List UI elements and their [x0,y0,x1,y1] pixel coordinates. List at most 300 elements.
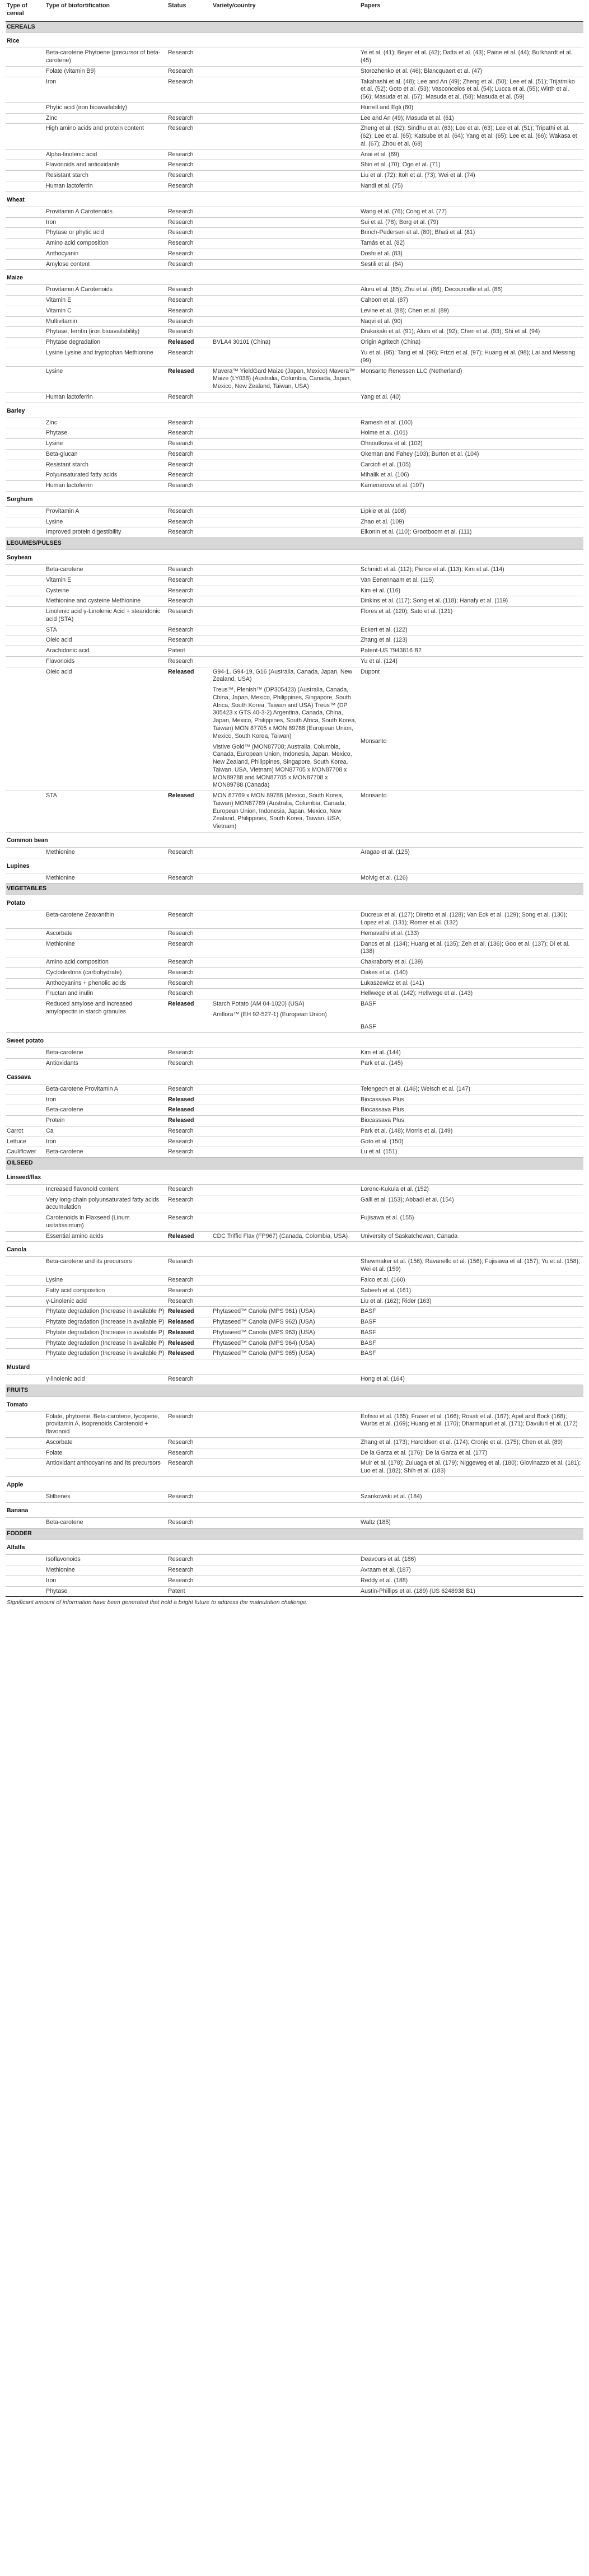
variety-cell [212,939,359,957]
header-status: Status [167,0,212,21]
biofortification-cell: Beta-carotene and its precursors [45,1257,167,1275]
crop-cell [6,249,45,259]
table-row [6,102,583,113]
papers-cell: Yu et al. (124) [359,656,583,667]
status-cell: Patent [167,646,212,657]
papers-cell: Kim et al. (144) [359,1048,583,1059]
status-cell: Research [167,285,212,296]
status-cell: Research [167,1555,212,1565]
crop-label: Canola [6,1242,583,1257]
variety-cell [212,1231,359,1242]
papers-cell: BASF [359,1307,583,1317]
status-cell: Research [167,249,212,259]
papers-cell: Origin Agritech (China) [359,338,583,348]
crop-cell [6,149,45,160]
papers-cell: BASF [359,1338,583,1349]
biofortification-cell: Arachidonic acid [45,646,167,657]
variety-cell [212,481,359,492]
papers-cell: Hong et al. (164) [359,1375,583,1385]
papers-cell: Sui et al. (78); Borg et al. (79) [359,217,583,228]
crop-cell [6,1213,45,1232]
status-cell: Research [167,207,212,217]
status-cell: Research [167,1437,212,1448]
crop-cell [6,66,45,77]
crop-cell [6,449,45,460]
variety-cell [212,48,359,67]
variety-cell [212,316,359,327]
crop-label: Potato [6,895,583,910]
crop-row [6,1033,583,1048]
variety-cell [212,428,359,439]
biofortification-cell: Essential amino acids [45,1231,167,1242]
papers-cell: Shin et al. (70); Ogo et al. (71) [359,160,583,171]
papers-cell: De la Garza et al. (176); De la Garza et al. (177) [359,1448,583,1458]
table-row [6,1411,583,1437]
papers-cell: Naqvi et al. (90) [359,316,583,327]
crop-cell [6,667,45,791]
variety-cell [212,338,359,348]
papers-cell: Reddy et al. (188) [359,1575,583,1586]
table-row [6,338,583,348]
papers-cell: Yang et al. (40) [359,392,583,403]
status-cell: Released [167,1327,212,1338]
table-row [6,1147,583,1158]
status-cell: Research [167,1257,212,1275]
crop-cell [6,1058,45,1069]
crop-cell [6,306,45,316]
status-cell: Released [167,1231,212,1242]
crop-cell [6,989,45,999]
table-row [6,1575,583,1586]
biofortification-cell: Phytase, ferritin (iron bioavailability) [45,327,167,338]
status-cell: Research [167,1411,212,1437]
papers-cell: Lu et al. (151) [359,1147,583,1158]
variety-cell [212,259,359,270]
variety-cell [212,1285,359,1296]
biofortification-cell: Methionine [45,1565,167,1576]
biofortification-cell: Multivitamin [45,316,167,327]
variety-cell [212,646,359,657]
biofortification-cell: Alpha-linolenic acid [45,149,167,160]
table-row [6,418,583,428]
status-cell: Research [167,239,212,249]
crop-cell [6,939,45,957]
variety-cell [212,228,359,239]
papers-cell: Sestili et al. (84) [359,259,583,270]
variety-item: G94-1, G94-19, G16 (Australia, Canada, Japan, New Zealand, USA) [213,668,353,683]
crop-cell [6,1317,45,1328]
section-label: VEGETABLES [6,883,583,895]
status-cell: Research [167,460,212,470]
table-row [6,1231,583,1242]
crop-label: Lupines [6,858,583,873]
crop-cell [6,181,45,192]
papers-cell: Waltz (185) [359,1517,583,1528]
biofortification-cell: Carotenoids in Flaxseed (Linum usitatissimum) [45,1213,167,1232]
section-label: LEGUMES/PULSES [6,538,583,550]
biofortification-cell: Methionine and cysteine Methionine [45,596,167,607]
biofortification-cell: Folate (vitamin B9) [45,66,167,77]
crop-row [6,33,583,48]
papers-cell: Biocassava Plus [359,1116,583,1126]
status-cell: Released [167,366,212,392]
crop-cell [6,999,45,1033]
biofortification-cell: Increased flavonoid content [45,1184,167,1195]
crop-cell [6,1231,45,1242]
crop-row [6,191,583,207]
crop-cell [6,470,45,481]
crop-cell [6,910,45,929]
variety-cell [212,989,359,999]
crop-cell [6,113,45,124]
status-cell: Research [167,181,212,192]
status-cell: Research [167,596,212,607]
papers-cell: Galli et al. (153); Abbadi et al. (154) [359,1195,583,1213]
biofortification-cell: Ascorbate [45,1437,167,1448]
status-cell: Research [167,306,212,316]
table-row [6,1213,583,1232]
biofortification-cell: Phytase [45,428,167,439]
crop-row [6,270,583,285]
crop-cell [6,160,45,171]
table-row [6,978,583,989]
papers-cell: Muir et al. (178); Zuluaga et al. (179); Niggeweg et al. (180); Giovinazzo et al. (181); Luo et al. (182); Shih et al. (183) [359,1458,583,1477]
status-cell: Research [167,847,212,858]
crop-label: Sweet potato [6,1033,583,1048]
papers-cell: Nandi et al. (75) [359,181,583,192]
variety-cell [212,957,359,968]
variety-cell [212,285,359,296]
status-cell: Research [167,1517,212,1528]
table-row [6,596,583,607]
variety-cell [212,1586,359,1597]
table-row [6,527,583,538]
papers-cell: Patent-US 7943816 B2 [359,646,583,657]
biofortification-cell: Zinc [45,418,167,428]
biofortification-cell: Beta-carotene [45,1048,167,1059]
papers-cell: Lorenc-Kukula et al. (152) [359,1184,583,1195]
variety-cell [212,149,359,160]
table-row [6,239,583,249]
status-cell: Research [167,316,212,327]
table-row [6,575,583,586]
papers-cell: Aluru et al. (85); Zhu et al. (86); Decourcelle et al. (86) [359,285,583,296]
section-label: OILSEED [6,1158,583,1170]
crop-row [6,1396,583,1411]
status-cell: Research [167,470,212,481]
biofortification-cell: Lysine [45,517,167,527]
biofortification-cell: Resistant starch [45,460,167,470]
variety-cell [212,1195,359,1213]
variety-cell [212,1213,359,1232]
crop-cell [6,481,45,492]
papers-cell: Lukaszewicz et al. (141) [359,978,583,989]
crop-cell [6,791,45,833]
crop-cell [6,217,45,228]
crop-cell: Carrot [6,1126,45,1137]
status-cell: Research [167,517,212,527]
variety-item: CDC Triffid Flax (FP967) (Canada, Colombia, USA) [213,1232,348,1240]
table-row [6,449,583,460]
status-cell: Research [167,910,212,929]
variety-cell [212,449,359,460]
variety-cell [212,1296,359,1307]
crop-cell [6,171,45,181]
variety-cell [212,667,359,791]
variety-cell [212,124,359,149]
table-row [6,646,583,657]
papers-cell: Doshi et al. (83) [359,249,583,259]
status-cell: Research [167,228,212,239]
table-row [6,607,583,625]
crop-cell [6,1492,45,1503]
variety-cell [212,160,359,171]
biofortification-cell: Zinc [45,113,167,124]
biofortification-cell: Fatty acid composition [45,1285,167,1296]
variety-cell [212,1565,359,1576]
variety-cell [212,1349,359,1359]
crop-cell [6,656,45,667]
status-cell: Research [167,575,212,586]
biofortification-cell: STA [45,625,167,635]
crop-row [6,1069,583,1084]
crop-row [6,549,583,564]
status-cell: Research [167,217,212,228]
status-cell: Released [167,1338,212,1349]
papers-cell: Biocassava Plus [359,1105,583,1116]
status-cell: Research [167,1296,212,1307]
crop-cell [6,1411,45,1437]
papers-cell: BASF [359,1349,583,1359]
biofortification-cell: Polyunsaturated fatty acids [45,470,167,481]
status-cell: Research [167,1275,212,1285]
biofortification-cell: Folate [45,1448,167,1458]
status-cell: Research [167,481,212,492]
biofortification-cell: Amylose content [45,259,167,270]
crop-cell [6,239,45,249]
variety-cell [212,1317,359,1328]
status-cell: Released [167,999,212,1033]
variety-cell [212,77,359,102]
crop-label: Apple [6,1477,583,1492]
table-row [6,939,583,957]
table-row [6,306,583,316]
biofortification-cell: Iron [45,1137,167,1147]
biofortification-cell: Phytase degradation [45,338,167,348]
variety-item: Treus™, Plenish™ (DP305423) (Australia, Canada, China, Japan, Mexico, Philippines, Singapore, South Africa, South Korea, Taiwan and USA) Treus™ (DP 305423 x GTS 40-3-2) Argentina, Canada, China, Japan, Mexico, Philippines, South Africa, South Korea, Taiwan) MON 87705 x MON 89788 (European Union, Mexico, South Korea, Taiwan) [213,686,357,740]
table-row [6,910,583,929]
crop-cell [6,1448,45,1458]
header-biofortification: Type of biofortification [45,0,167,21]
papers-cell: Goto et al. (150) [359,1137,583,1147]
crop-label: Linseed/flax [6,1169,583,1184]
status-cell: Released [167,1307,212,1317]
papers-cell: Sabeeh et al. (161) [359,1285,583,1296]
status-cell: Research [167,564,212,575]
status-cell: Research [167,1492,212,1503]
variety-cell [212,1105,359,1116]
crop-cell [6,847,45,858]
crop-cell: Lettuce [6,1137,45,1147]
biofortification-cell: Oleic acid [45,635,167,646]
crop-cell [6,285,45,296]
crop-cell [6,124,45,149]
variety-cell [212,460,359,470]
biofortification-cell: Phytic acid (iron bioavailability) [45,102,167,113]
header-variety: Variety/country [212,0,359,21]
header-cereal: Type of cereal [6,0,45,21]
table-row [6,1137,583,1147]
table-row [6,428,583,439]
variety-cell [212,102,359,113]
papers-cell: Park et al. (148); Morris et al. (149) [359,1126,583,1137]
biofortification-cell: Beta-glucan [45,449,167,460]
papers-cell: Chakraborty et al. (139) [359,957,583,968]
table-row [6,1058,583,1069]
status-cell: Released [167,1349,212,1359]
variety-item: Phytaseed™ Canola (MPS 965) (USA) [213,1350,315,1357]
biofortification-cell: Flavonoids and antioxidants [45,160,167,171]
biofortification-cell: Flavonoids [45,656,167,667]
papers-cell: Kamenarova et al. (107) [359,481,583,492]
papers-cell: Takahashi et al. (48); Lee and An (49); Zheng et al. (50); Lee et al. (51); Trijatmiko et al. (52); Goto et al. (53); Vasconcelos et al. (54); Lucca et al. (55); Wirth et al. (56); Masuda et al. (57); Masuda et al. (58); Masuda et al. (59) [359,77,583,102]
variety-cell [212,1084,359,1095]
footnote-row [6,1597,583,1609]
papers-cell: Deavours et al. (186) [359,1555,583,1565]
biofortification-cell: Amino acid composition [45,239,167,249]
papers-cell: Ohnoutkova et al. (102) [359,439,583,450]
status-cell: Released [167,1095,212,1105]
variety-cell [212,1555,359,1565]
variety-cell [212,418,359,428]
status-cell: Research [167,66,212,77]
crop-cell [6,1437,45,1448]
table-row [6,124,583,149]
status-cell: Research [167,348,212,366]
table-row [6,470,583,481]
variety-cell [212,1448,359,1458]
status-cell: Research [167,327,212,338]
crop-cell [6,506,45,517]
crop-cell: Cauliflower [6,1147,45,1158]
table-row [6,77,583,102]
papers-cell: Zheng et al. (62); Sindhu et al. (63); Lee et al. (63); Lee et al. (51); Tripathi et al. (62); Lee et al. (65); Katsube et al. (64); Yang et al. (65); Lee et al. (66); Wakasa et al. (67); Zhou et al. (68) [359,124,583,149]
biofortification-cell: Provitamin A [45,506,167,517]
biofortification-cell: Ascorbate [45,928,167,939]
papers-cell: BASF BASF [359,999,583,1033]
variety-item: Phytaseed™ Canola (MPS 964) (USA) [213,1339,315,1347]
crop-cell [6,207,45,217]
biofortification-cell: Lysine [45,366,167,392]
biofortification-cell: Iron [45,1095,167,1105]
variety-cell [212,873,359,883]
section-label: CEREALS [6,21,583,33]
status-cell: Released [167,1317,212,1328]
variety-cell [212,1437,359,1448]
papers-cell: Lee and An (49); Masuda et al. (61) [359,113,583,124]
biofortification-cell: Human lactoferrin [45,481,167,492]
status-cell: Research [167,978,212,989]
biofortification-cell: Anthocyanin [45,249,167,259]
crop-cell [6,957,45,968]
biofortification-cell: Beta-carotene Zeaxanthin [45,910,167,929]
variety-cell [212,999,359,1033]
variety-item: MON 87769 x MON 89788 (Mexico, South Korea, Taiwan) MON87769 (Australia, Columbia, Canada, European Union, Indonesia, Japan, Mexico, New Zealand, Philippines, South Korea, Taiwan, USA, Vietnam) [213,792,346,830]
biofortification-cell: Beta-carotene [45,1105,167,1116]
biofortification-cell: Phytase or phytic acid [45,228,167,239]
table-row [6,285,583,296]
status-cell: Research [167,1137,212,1147]
crop-label: Mustard [6,1359,583,1375]
variety-cell [212,1147,359,1158]
crop-label: Cassava [6,1069,583,1084]
variety-cell [212,1275,359,1285]
status-cell: Research [167,77,212,102]
papers-cell: Hellwege et al. (142); Hellwege et al. (143) [359,989,583,999]
variety-item: Phytaseed™ Canola (MPS 963) (USA) [213,1329,315,1336]
crop-cell [6,102,45,113]
crop-row [6,1169,583,1184]
table-row [6,1105,583,1116]
crop-cell [6,1338,45,1349]
table-row [6,625,583,635]
variety-cell [212,1517,359,1528]
variety-cell [212,607,359,625]
table-row [6,316,583,327]
table-row [6,928,583,939]
crop-cell [6,1296,45,1307]
variety-cell [212,306,359,316]
table-row [6,1116,583,1126]
table-row [6,113,583,124]
variety-cell [212,527,359,538]
variety-cell [212,1307,359,1317]
crop-cell [6,625,45,635]
papers-cell: Falco et al. (160) [359,1275,583,1285]
crop-cell [6,517,45,527]
papers-cell: Telengech et al. (146); Welsch et al. (147) [359,1084,583,1095]
status-cell: Research [167,1565,212,1576]
papers-cell: Brinch-Pedersen et al. (80); Bhati et al. (81) [359,228,583,239]
table-row [6,1517,583,1528]
papers-cell: Zhang et al. (123) [359,635,583,646]
variety-cell [212,847,359,858]
crop-cell [6,1095,45,1105]
crop-cell [6,1586,45,1597]
status-cell: Research [167,48,212,67]
status-cell: Patent [167,1586,212,1597]
papers-cell: Ye et al. (41); Beyer et al. (42); Datta et al. (43); Paine et al. (44); Burkhardt et al. (45) [359,48,583,67]
biofortification-cell: Provitamin A Carotenoids [45,207,167,217]
table-row [6,1349,583,1359]
table-container [6,0,583,1609]
status-cell: Released [167,791,212,833]
biofortification-cell: Beta-carotene [45,564,167,575]
table-row [6,259,583,270]
biofortification-cell: Methionine [45,873,167,883]
biofortification-cell: Fructan and inulin [45,989,167,999]
table-row [6,348,583,366]
section-label: FRUITS [6,1385,583,1396]
crop-label: Maize [6,270,583,285]
biofortification-cell: Phytate degradation (Increase in available P) [45,1327,167,1338]
papers-cell: Storozhenko et al. (46); Blancquaert et al. (47) [359,66,583,77]
table-row [6,1084,583,1095]
status-cell: Research [167,989,212,999]
crop-cell [6,439,45,450]
status-cell: Research [167,1213,212,1232]
papers-cell: Monsanto [359,791,583,833]
